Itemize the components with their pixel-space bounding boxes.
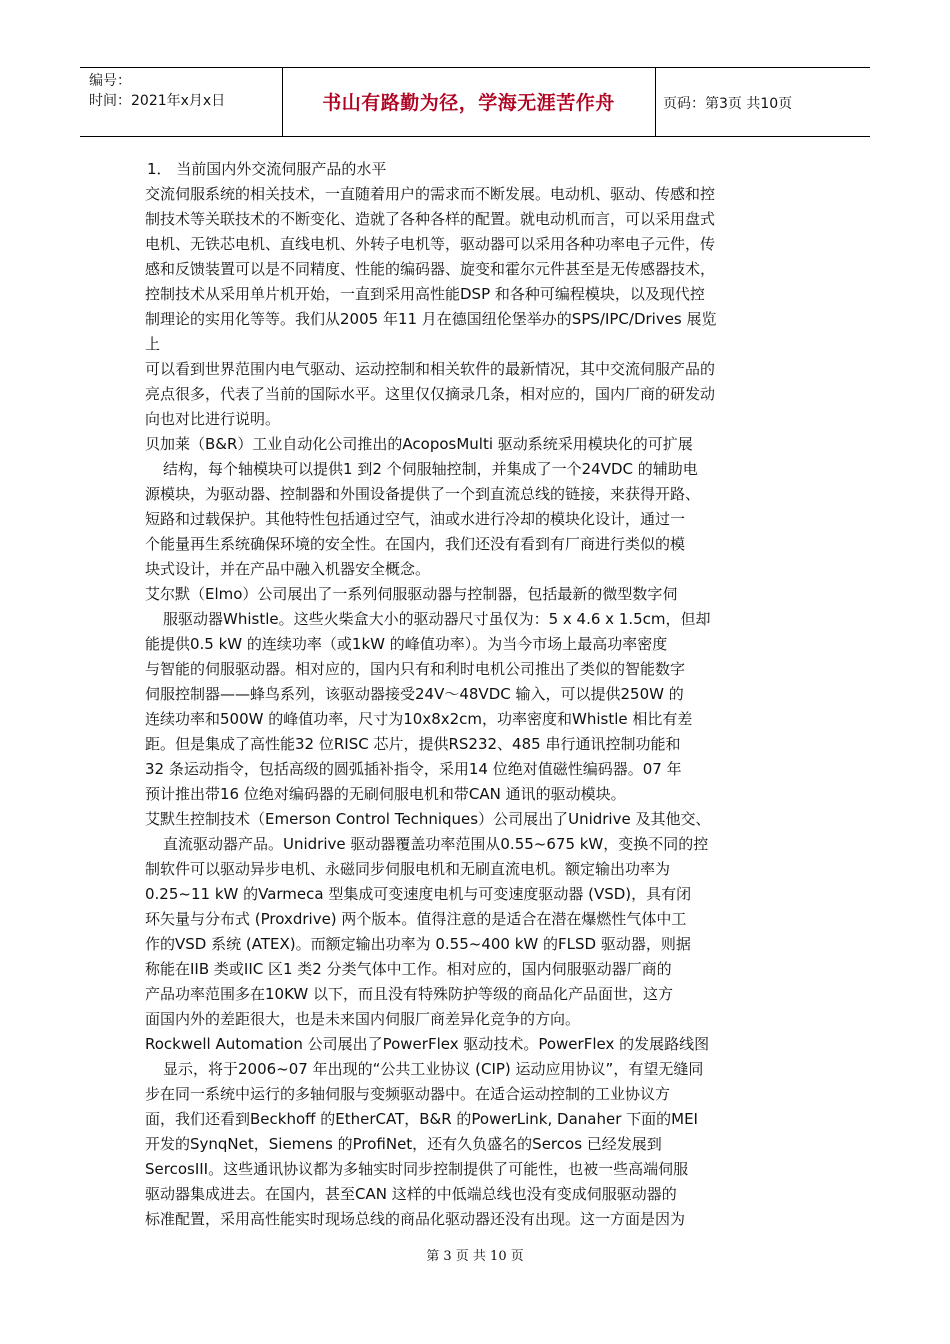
text-line: 能提供0.5 kW 的连续功率（或1kW 的峰值功率）。为当今市场上最高功率密度 [145, 635, 668, 653]
text-line: 制软件可以驱动异步电机、永磁同步伺服电机和无刷直流电机。额定输出功率为 [145, 860, 671, 878]
text-line: 作的VSD 系统 (ATEX)。而额定输出功率为 0.55~400 kW 的FLSD 驱动器，则据 [145, 935, 691, 953]
text-line: 控制技术从采用单片机开始，一直到采用高性能DSP 和各种可编程模块，以及现代控 [145, 285, 705, 303]
header-motto: 书山有路勤为径，学海无涯苦作舟 [322, 92, 615, 114]
text-line: 距。但是集成了高性能32 位RISC 芯片，提供RS232、485 串行通讯控制功能和 [145, 735, 681, 753]
text-line: 预计推出带16 位绝对编码器的无刷伺服电机和带CAN 通讯的驱动模块。 [145, 785, 626, 803]
paragraph-first-line: 直流驱动器产品。Unidrive 驱动器覆盖功率范围从0.55~675 kW，变换不同的控 [163, 835, 709, 853]
header-motto-cell [282, 68, 656, 136]
text-line: 0.25~11 kW 的Varmeca 型集成可变速度电机与可变速度驱动器 (VSD)，具有闭 [145, 885, 692, 903]
header-page-cell [655, 68, 870, 136]
text-line: 短路和过载保护。其他特性包括通过空气，油或水进行冷却的模块化设计，通过一 [145, 510, 686, 528]
text-line: 面国内外的差距很大，也是未来国内伺服厂商差异化竞争的方向。 [145, 1010, 581, 1028]
text-line: 个能量再生系统确保环境的安全性。在国内，我们还没有看到有厂商进行类似的模 [145, 535, 686, 553]
header-page-info: 页码：第3页 共10页 [663, 96, 793, 112]
text-line: 源模块，为驱动器、控制器和外围设备提供了一个到直流总线的链接，来获得开路、 [145, 485, 701, 503]
text-line: 可以看到世界范围内电气驱动、运动控制和相关软件的最新情况，其中交流伺服产品的 [145, 360, 716, 378]
text-line: 面，我们还看到Beckhoff 的EtherCAT，B&R 的PowerLink, Danaher 下面的MEI [145, 1110, 698, 1128]
text-line: 交流伺服系统的相关技术，一直随着用户的需求而不断发展。电动机、驱动、传感和控 [145, 185, 716, 203]
text-line: 制技术等关联技术的不断变化、造就了各种各样的配置。就电动机而言，可以采用盘式 [145, 210, 716, 228]
text-line: 开发的SynqNet，Siemens 的ProfiNet，还有久负盛名的Sercos 已经发展到 [145, 1135, 662, 1153]
text-line: 连续功率和500W 的峰值功率，尺寸为10x8x2cm，功率密度和Whistle 相比有差 [145, 710, 693, 728]
text-line: 驱动器集成进去。在国内，甚至CAN 这样的中低端总线也没有变成伺服驱动器的 [145, 1185, 677, 1203]
text-line: 称能在IIB 类或IIC 区1 类2 分类气体中工作。相对应的，国内伺服驱动器厂商的 [145, 960, 672, 978]
text-line: SercosIII。这些通讯协议都为多轴实时同步控制提供了可能性，也被一些高端伺服 [145, 1160, 689, 1178]
text-line: 感和反馈装置可以是不同精度、性能的编码器、旋变和霍尔元件甚至是无传感器技术， [145, 260, 716, 278]
text-line: 伺服控制器——蜂鸟系列，该驱动器接受24V～48VDC 输入，可以提供250W 的 [145, 685, 684, 703]
text-line: 制理论的实用化等等。我们从2005 年11 月在德国纽伦堡举办的SPS/IPC/Drives 展览 [145, 310, 717, 328]
paragraph-first-line: 显示，将于2006~07 年出现的“公共工业协议 (CIP) 运动应用协议”，有望无缝同 [163, 1060, 704, 1078]
text-line: 与智能的伺服驱动器。相对应的，国内只有和利时电机公司推出了类似的智能数字 [145, 660, 686, 678]
text-line: 块式设计，并在产品中融入机器安全概念。 [145, 560, 431, 578]
text-line: 步在同一系统中运行的多轴伺服与变频驱动器中。在适合运动控制的工业协议方 [145, 1085, 671, 1103]
paragraph-first-line: 服驱动器Whistle。这些火柴盒大小的驱动器尺寸虽仅为：5 x 4.6 x 1.5cm，但却 [163, 610, 711, 628]
text-line: 上 [145, 335, 161, 353]
document-number-label: 编号： [89, 73, 131, 89]
page-header [80, 67, 870, 137]
text-line: 向也对比进行说明。 [145, 410, 281, 428]
text-line: Rockwell Automation 公司展出了PowerFlex 驱动技术。PowerFlex 的发展路线图 [145, 1035, 710, 1053]
text-line: 产品功率范围多在10KW 以下，而且没有特殊防护等级的商品化产品面世，这方 [145, 985, 673, 1003]
header-meta-cell [80, 68, 283, 136]
section-heading: 1． 当前国内外交流伺服产品的水平 [147, 160, 387, 178]
text-line: 艾尔默（Elmo）公司展出了一系列伺服驱动器与控制器，包括最新的微型数字伺 [145, 585, 678, 603]
text-line: 艾默生控制技术（Emerson Control Techniques）公司展出了Unidrive 及其他交、 [145, 810, 711, 828]
text-line: 32 条运动指令，包括高级的圆弧插补指令，采用14 位绝对值磁性编码器。07 年 [145, 760, 682, 778]
text-line: 贝加莱（B&R）工业自动化公司推出的AcoposMulti 驱动系统采用模块化的可扩展 [145, 435, 693, 453]
page-footer: 第 3 页 共 10 页 [426, 1249, 524, 1264]
paragraph-first-line: 结构，每个轴模块可以提供1 到2 个伺服轴控制，并集成了一个24VDC 的辅助电 [163, 460, 698, 478]
text-line: 环矢量与分布式 (Proxdrive) 两个版本。值得注意的是适合在潜在爆燃性气体中工 [145, 910, 687, 928]
document-body [145, 157, 785, 1257]
text-line: 标准配置，采用高性能实时现场总线的商品化驱动器还没有出现。这一方面是因为 [145, 1210, 686, 1228]
document-date-label: 时间：2021年x月x日 [89, 93, 226, 109]
text-line: 电机、无铁芯电机、直线电机、外转子电机等，驱动器可以采用各种功率电子元件，传 [145, 235, 716, 253]
text-line: 亮点很多，代表了当前的国际水平。这里仅仅摘录几条，相对应的，国内厂商的研发动 [145, 385, 716, 403]
